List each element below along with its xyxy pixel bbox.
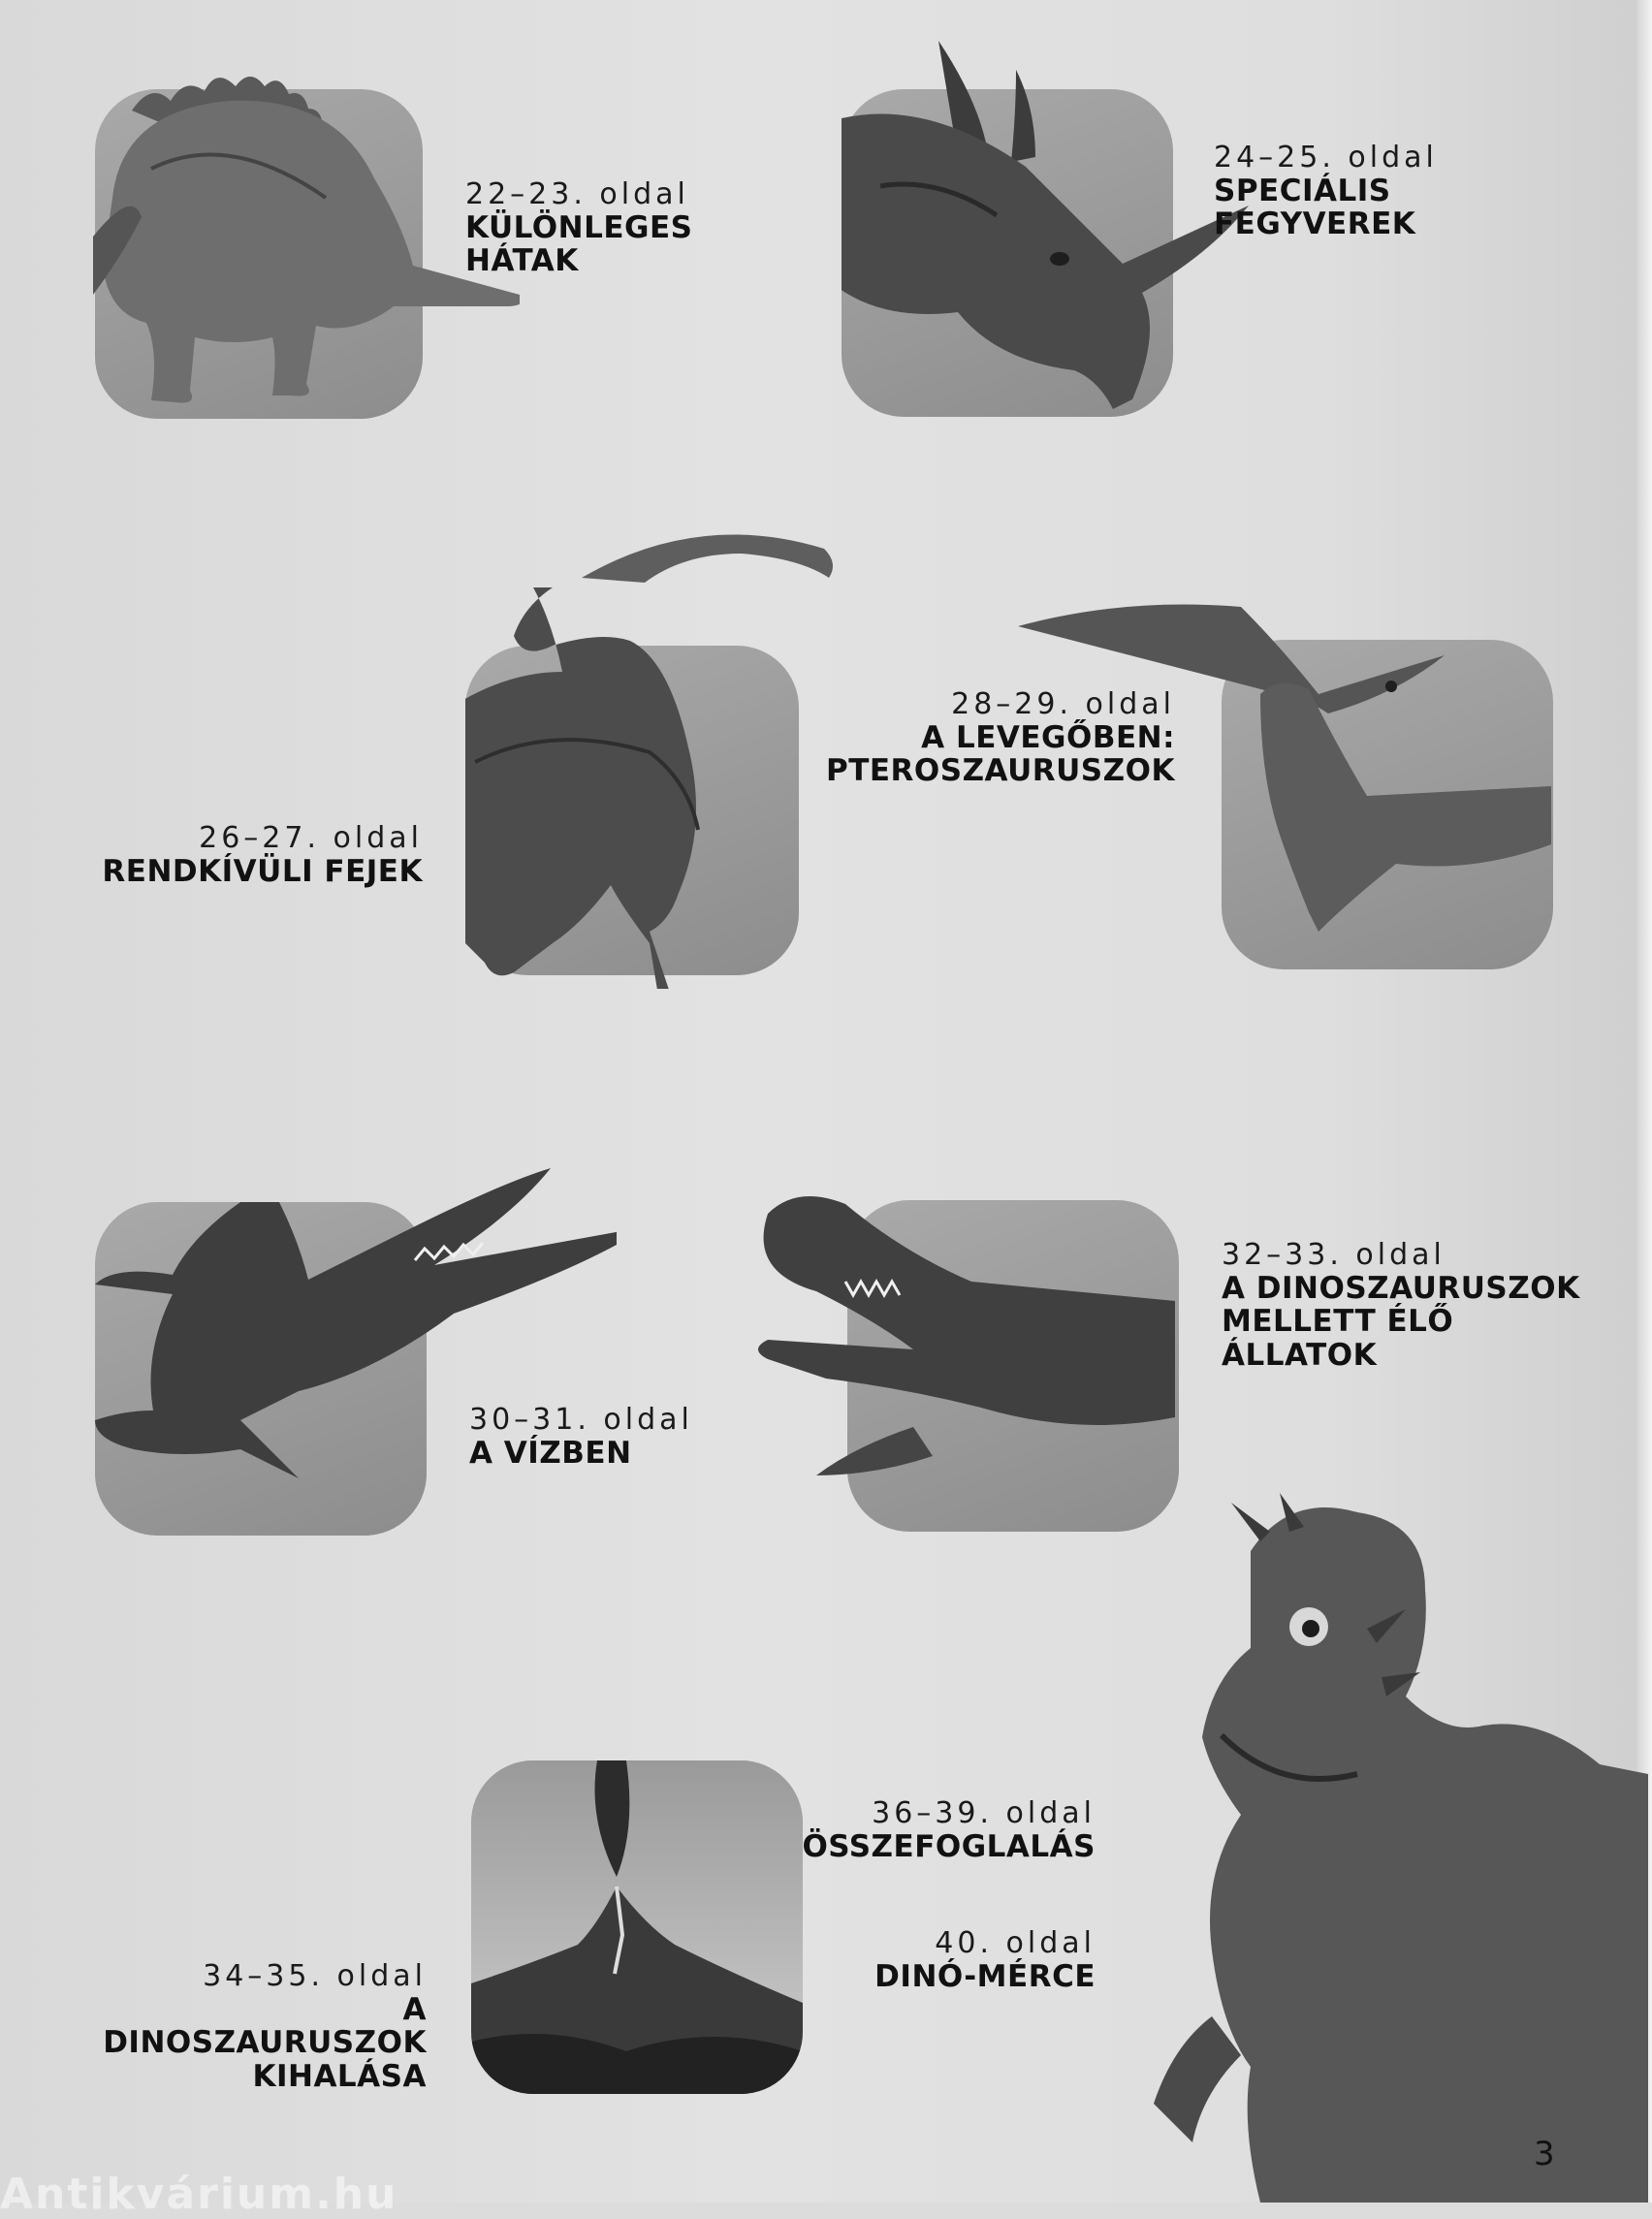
page-range: 28–29. oldal [951,687,1175,721]
page-range: 22–23. oldal [465,177,689,211]
toc-entry-pteroszauruszok[interactable] [807,688,1175,788]
entry-title: A VÍZBEN [469,1435,632,1471]
page-range: 32–33. oldal [1222,1238,1446,1272]
page-number: 3 [1534,2135,1555,2173]
watermark: Antikvárium.hu [0,2170,398,2219]
entry-title: SPECIÁLIS FEGYVEREK [1214,173,1416,242]
toc-entry-kulonleges-hatak[interactable] [465,178,692,278]
stegosaurus-illustration [93,52,520,421]
parasaurolophus-illustration [465,520,838,989]
page-range: 34–35. oldal [203,1959,427,1993]
horned-dinosaur-illustration [842,31,1258,448]
toc-entry-mellett-elo-allatok[interactable] [1222,1239,1580,1373]
entry-title: A DINOSZAURUSZOK MELLETT ÉLŐ ÁLLATOK [1222,1270,1580,1374]
page-range: 30–31. oldal [469,1403,693,1437]
toc-entry-rendkivuli-fejek[interactable] [97,822,423,888]
entry-title: A DINOSZAURUSZOK KIHALÁSA [103,1991,427,2095]
entry-title: KÜLÖNLEGES HÁTAK [465,209,693,279]
toc-entry-dino-merce[interactable] [795,1927,1096,1993]
toc-entry-kihalasa[interactable] [97,1960,427,2094]
toc-entry-osszefoglalas[interactable] [795,1797,1096,1863]
page-range: 40. oldal [935,1926,1096,1960]
page-range: 26–27. oldal [199,821,423,855]
page-range: 36–39. oldal [872,1796,1096,1830]
page-range: 24–25. oldal [1214,141,1438,174]
pachycephalosaurus-illustration [1115,1483,1652,2203]
entry-title: ÖSSZEFOGLALÁS [802,1828,1096,1864]
entry-title: DINÓ-MÉRCE [874,1958,1096,1994]
volcano-tile [471,1760,803,2094]
entry-title: RENDKÍVÜLI FEJEK [102,853,423,889]
toc-entry-a-vizben[interactable] [469,1404,693,1470]
crocodilian-illustration [748,1185,1179,1483]
entry-title: A LEVEGŐBEN: PTEROSZAURUSZOK [825,719,1175,789]
toc-entry-specialis-fegyverek[interactable] [1214,142,1438,241]
volcano-illustration [471,1760,803,2094]
